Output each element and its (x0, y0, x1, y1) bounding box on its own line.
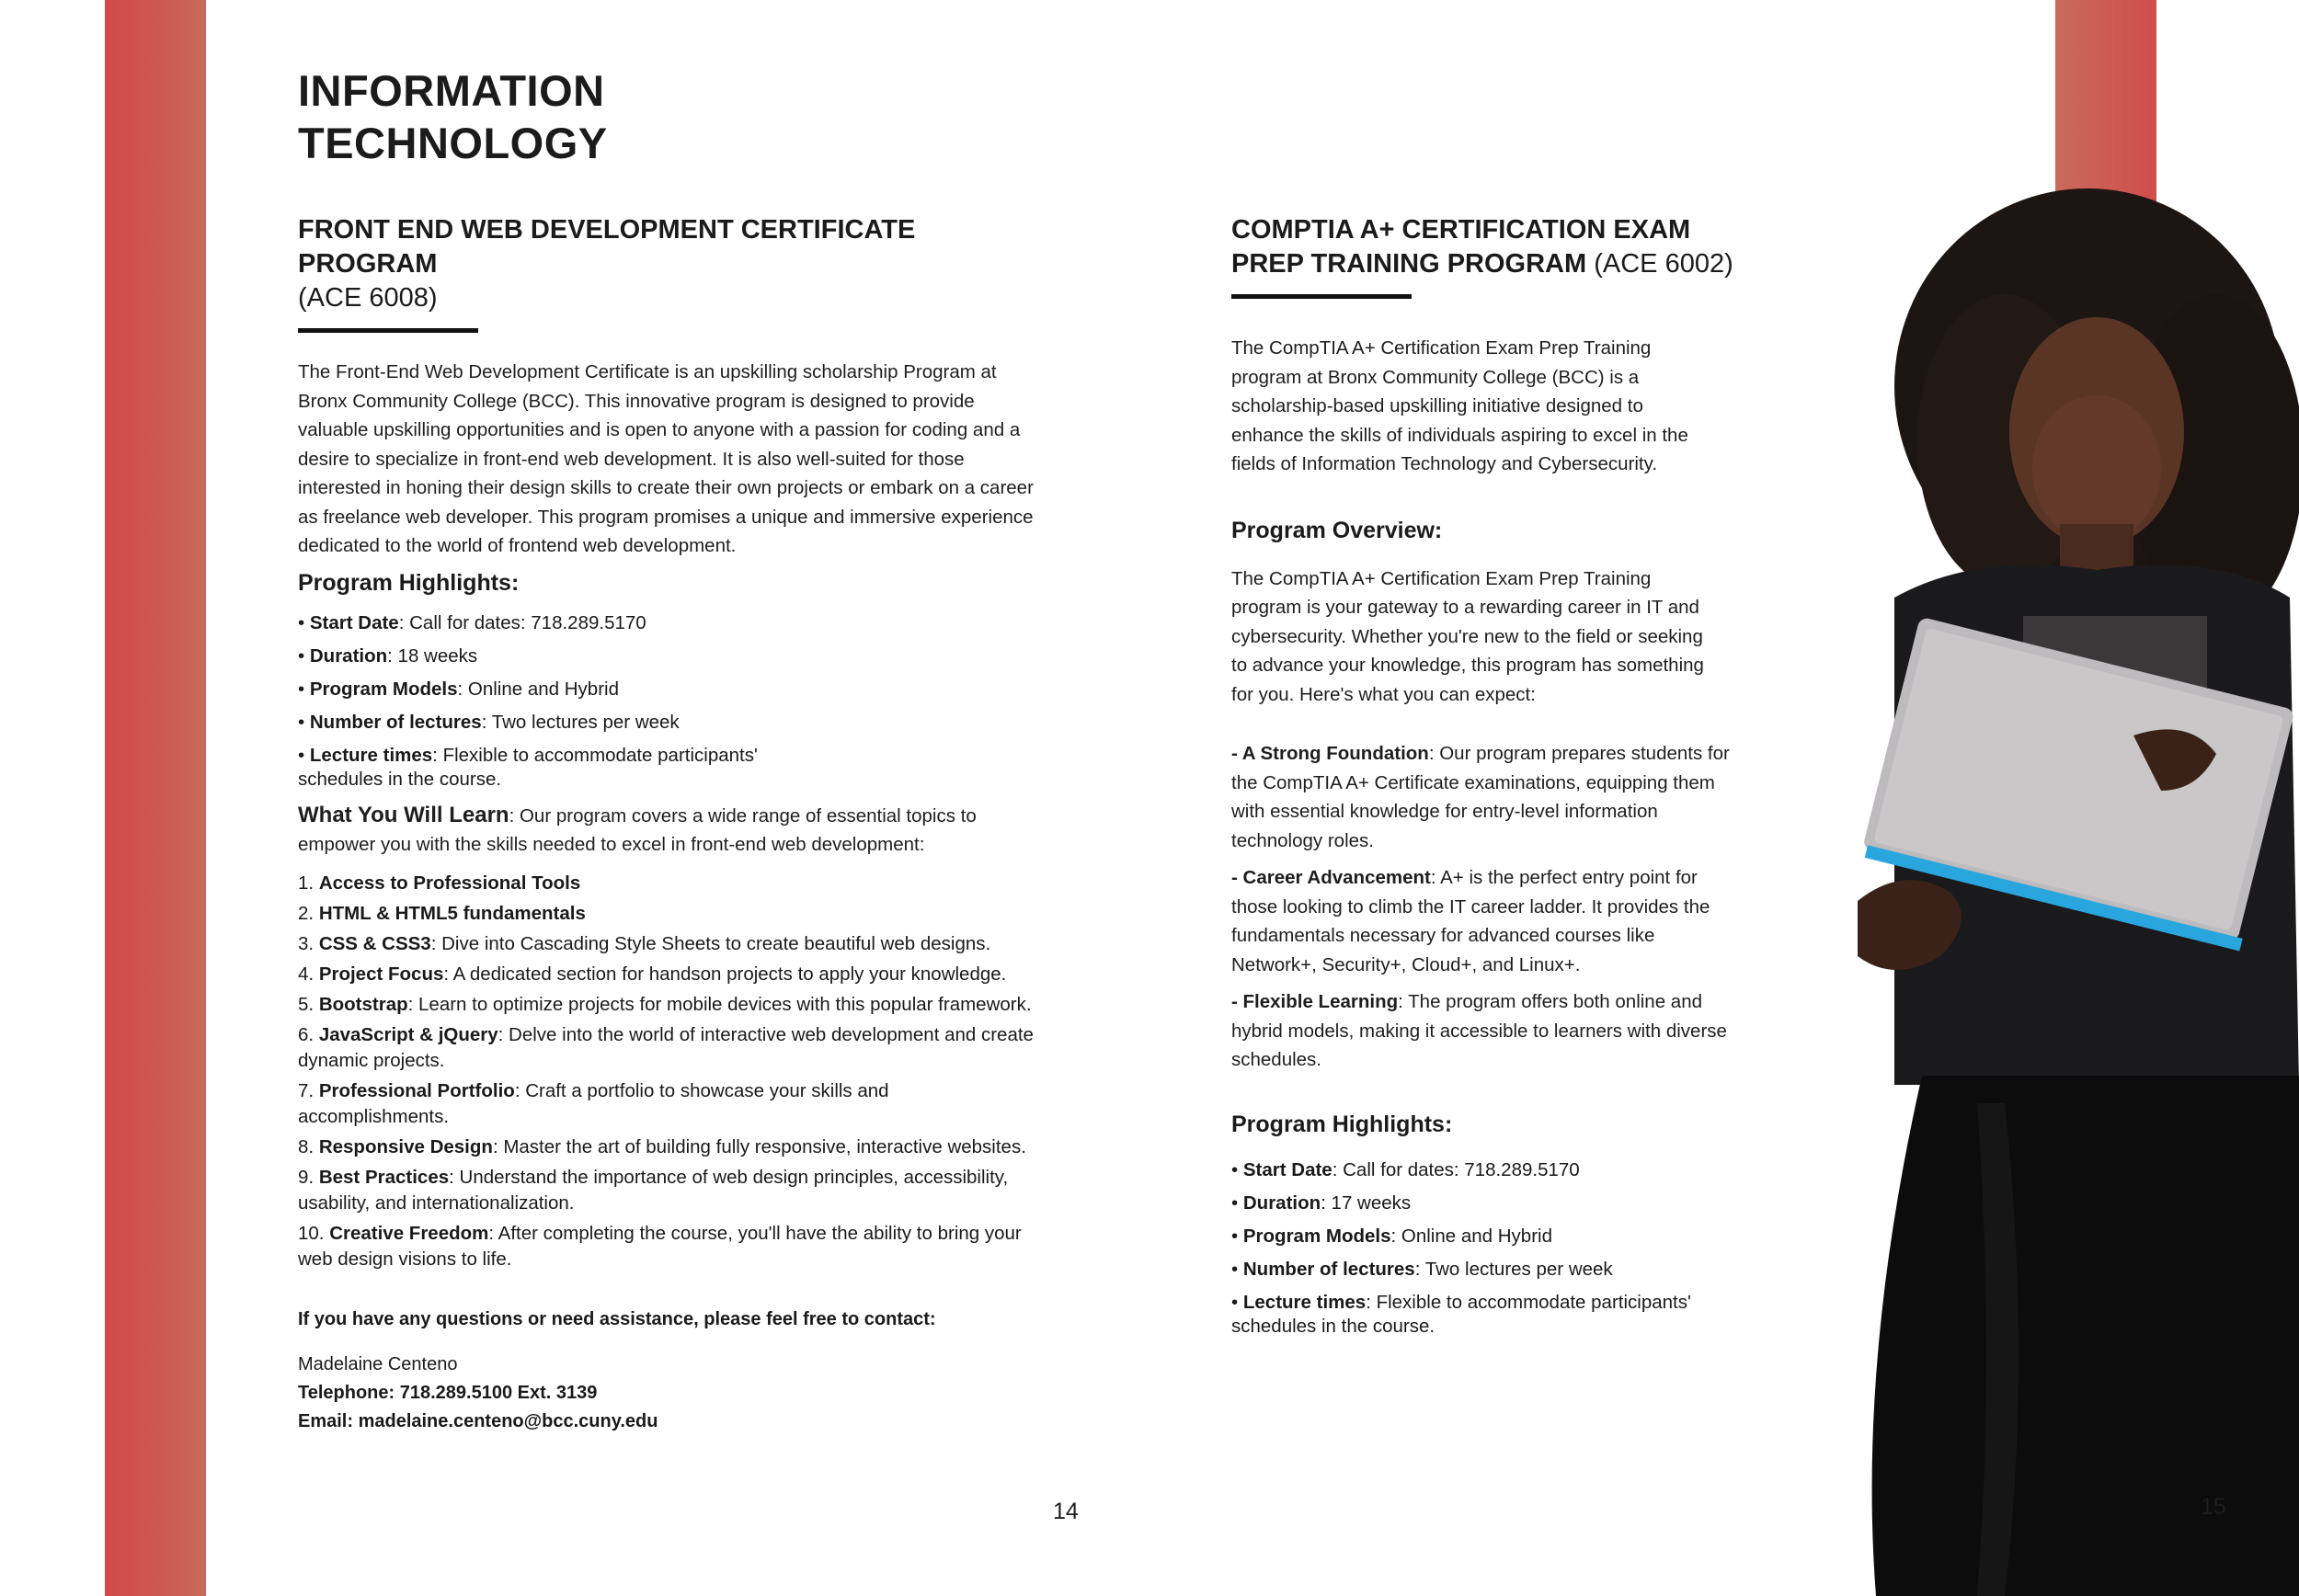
page-title-line-2: TECHNOLOGY (298, 119, 608, 167)
page-number-right: 15 (2201, 1494, 2226, 1520)
what-you-will-learn (298, 801, 1034, 860)
list-item: 3. CSS & CSS3: Dive into Cascading Style Sheets to create beautiful web designs. (298, 932, 991, 954)
right-overview-paragraph: The CompTIA A+ Certification Exam Prep Training program is your gateway to a rewarding career in IT and cybersecurity. Whether you're new to the field or seeking to advance your knowledge, this program has something for you. Here's what you can expect: (1231, 567, 1704, 705)
left-highlights-list (298, 611, 813, 792)
list-item: 2. HTML & HTML5 fundamentals (298, 902, 586, 924)
right-program-column (1231, 213, 1746, 1348)
contact-name: Madelaine Centeno (298, 1353, 458, 1374)
list-item: • Duration: 17 weeks (1231, 1191, 1412, 1214)
left-intro-paragraph: The Front-End Web Development Certificate is an upskilling scholarship Program at Bronx Community College (BCC). This innovative program is designed to provide valuable upskilling opportunities and is open to anyone with a passion for coding and a desire to specialize in front-end web development. It is also well-suited for those interested in honing their design skills to create their own projects or embark on a career as freelance web developer. This program promises a unique and immersive experience dedicated to the world of frontend web development. (298, 361, 1034, 556)
list-item: 8. Responsive Design: Master the art of building fully responsive, interactive websites. (298, 1135, 1026, 1157)
contact-email[interactable]: Email: madelaine.centeno@bcc.cuny.edu (298, 1410, 658, 1431)
right-program-title: COMPTIA A+ CERTIFICATION EXAM PREP TRAINING PROGRAM (ACE 6002) (1231, 215, 1733, 279)
right-program-code: (ACE 6002) (1594, 249, 1733, 279)
list-item: 6. JavaScript & jQuery: Delve into the world of interactive web development and create dynamic projects. (298, 1023, 1034, 1071)
contact-block (298, 1351, 1034, 1436)
right-overview-heading: Program Overview: (1231, 517, 1443, 543)
left-highlights-heading: Program Highlights: (298, 569, 520, 596)
left-program-column (298, 213, 1034, 1436)
page-number-left: 14 (1053, 1499, 1079, 1524)
right-highlights-heading: Program Highlights: (1231, 1111, 1453, 1137)
list-item: 1. Access to Professional Tools (298, 872, 581, 894)
title-underline (1231, 294, 1412, 299)
list-item: 4. Project Focus: A dedicated section for handson projects to apply your knowledge. (298, 963, 1007, 985)
contact-phone: Telephone: 718.289.5100 Ext. 3139 (298, 1382, 598, 1403)
list-item: 5. Bootstrap: Learn to optimize projects for mobile devices with this popular framework. (298, 993, 1032, 1015)
title-underline (298, 328, 478, 333)
list-item: • Start Date: Call for dates: 718.289.5170 (298, 611, 646, 633)
list-item: • Duration: 18 weeks (298, 644, 478, 667)
list-item: • Program Models: Online and Hybrid (298, 678, 619, 700)
left-accent-stripe (105, 0, 206, 1596)
list-item: • Lecture times: Flexible to accommodate participants' schedules in the course. (1231, 1291, 1691, 1337)
list-item: 9. Best Practices: Understand the importance of web design principles, accessibility, usability, and internationalization. (298, 1166, 1009, 1214)
left-program-title: FRONT END WEB DEVELOPMENT CERTIFICATE PROGRAM (ACE 6008) (298, 215, 916, 313)
list-item: 7. Professional Portfolio: Craft a portfolio to showcase your skills and accomplishments. (298, 1079, 889, 1127)
list-item: • Number of lectures: Two lectures per week (1231, 1258, 1613, 1280)
list-item: - Career Advancement: A+ is the perfect entry point for those looking to climb the IT career ladder. It provides the fundamentals necessary for advanced courses like Network+, Security+, Cloud+, and Linux+. (1231, 867, 1710, 975)
topics-list (298, 871, 1034, 1272)
overview-points (1231, 739, 1733, 1075)
page-title-line-1: INFORMATION (298, 66, 605, 115)
learn-heading: What You Will Learn (298, 802, 509, 827)
list-item: 10. Creative Freedom: After completing the course, you'll have the ability to bring your web design visions to life. (298, 1222, 1022, 1270)
list-item: • Program Models: Online and Hybrid (1231, 1225, 1552, 1247)
learn-intro: : Our program covers a wide range of essential topics to empower you with the skills needed to excel in front-end web development: (298, 804, 977, 855)
contact-heading: If you have any questions or need assistance, please feel free to contact: (298, 1308, 936, 1329)
page-title (298, 64, 608, 169)
right-highlights-list (1231, 1158, 1733, 1339)
left-program-code: (ACE 6008) (298, 283, 438, 313)
list-item: • Start Date: Call for dates: 718.289.5170 (1231, 1158, 1580, 1180)
right-intro-paragraph: The CompTIA A+ Certification Exam Prep Training program at Bronx Community College (BCC) is a scholarship-based upskilling initiative designed to enhance the skills of individuals aspiring to excel in the fields of Information Technology and Cybersecurity. (1231, 337, 1688, 474)
list-item: • Lecture times: Flexible to accommodate participants' schedules in the course. (298, 744, 758, 790)
list-item: - A Strong Foundation: Our program prepares students for the CompTIA A+ Certificate examinations, equipping them with essential knowledge for entry-level information technology roles. (1231, 743, 1730, 851)
student-with-laptop-photo (1701, 165, 2299, 1596)
list-item: - Flexible Learning: The program offers both online and hybrid models, making it accessible to learners with diverse schedules. (1231, 991, 1727, 1070)
list-item: • Number of lectures: Two lectures per week (298, 711, 680, 733)
